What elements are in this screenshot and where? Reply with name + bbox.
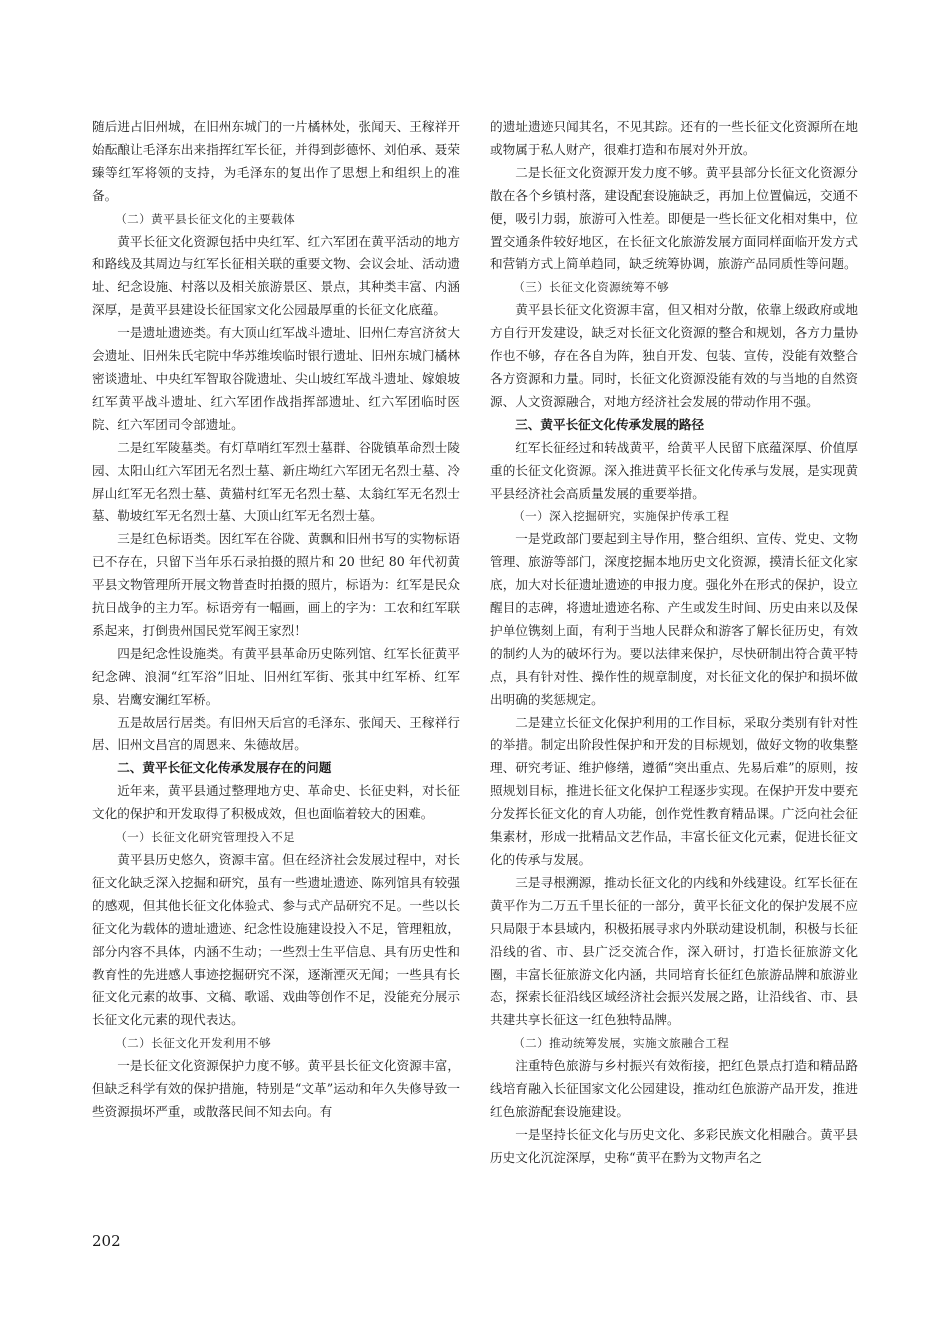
- paragraph: 红军长征经过和转战黄平，给黄平人民留下底蕴深厚、价值厚重的长征文化资源。深入推进黄平长征文化传承与发展，是实现黄平县经济社会高质量发展的重要举措。: [490, 439, 858, 501]
- subsection-heading: （二）黄平县长征文化的主要载体: [115, 211, 296, 226]
- section-heading: 三、黄平长征文化传承发展的路径: [515, 416, 705, 432]
- paragraph: 二是长征文化资源开发力度不够。黄平县部分长征文化资源分散在各个乡镇村落，建设配套设施缺乏，再加上位置偏远，交通不便，吸引力弱，旅游可入性差。即便是一些长征文化相对集中，位置交通条件较好地区，在长征文化旅游发展方面同样面临开发方式和营销方式上简单趋同，缺乏统筹协调，旅游产品同质性等问题。: [490, 164, 858, 272]
- section-heading: 二、黄平长征文化传承发展存在的问题: [117, 760, 332, 776]
- paragraph: 一是坚持长征文化与历史文化、多彩民族文化相融合。黄平县历史文化沉淀深厚，史称“黄平在黔为文物声名之: [490, 1126, 858, 1165]
- paragraph: 黄平县历史悠久，资源丰富。但在经济社会发展过程中，对长征文化缺乏深入挖掘和研究，虽有一些遗址遗迹、陈列馆具有较强的感观，但其他长征文化体验式、参与式产品研究不足。一些以长征文化为载体的遗址遗迹、纪念性设施建设投入不足，管理粗放，部分内容不具体，内涵不生动；一些烈士生平信息、具有历史性和教育性的先进感人事迹挖掘研究不深，逐渐湮灭无闻；一些具有长征文化元素的故事、文稿、歌谣、戏曲等创作不足，没能充分展示长征文化元素的现代表达。: [92, 852, 460, 1028]
- paragraph: 随后进占旧州城，在旧州东城门的一片橘林处，张闻天、王稼祥开始酝酿让毛泽东出来指挥红军长征，并得到彭德怀、刘伯承、聂荣臻等红军将领的支持，为毛泽东的复出作了思想上和组织上的准备。: [92, 119, 460, 203]
- paragraph: 黄平县长征文化资源丰富，但又相对分散，依靠上级政府或地方自行开发建设，缺乏对长征文化资源的整合和规划，各方力量协作也不够，存在各自为阵，独自开发、包装、宣传，没能有效整合各方资源和力量。同时，长征文化资源没能有效的与当地的自然资源、人文资源融合，对地方经济社会发展的带动作用不强。: [490, 302, 858, 409]
- paragraph: 三是寻根溯源，推动长征文化的内线和外线建设。红军长征在黄平作为二万五千里长征的一部分，黄平长征文化的保护发展不应只局限于本县域内，积极拓展寻求内外联动建设机制，积极与长征沿线的省、市、县广泛交流合作，深入研讨，打造长征旅游文化圈，丰富长征旅游文化内涵，共同培育长征红色旅游品牌和旅游业态，探索长征沿线区域经济社会振兴发展之路，让沿线省、市、县共建共享长征这一红色独特品牌。: [490, 874, 858, 1028]
- page-number: 202: [92, 1232, 121, 1250]
- subsection-heading: （三）长征文化资源统筹不够: [513, 280, 670, 295]
- subsection-heading: （二）推动统筹发展，实施文旅融合工程: [513, 1036, 730, 1051]
- paragraph: 近年来，黄平县通过整理地方史、革命史、长征史料，对长征文化的保护和开发取得了积极成效，但也面临着较大的困难。: [92, 783, 460, 822]
- paragraph: 的遗址遗迹只闻其名，不见其踪。还有的一些长征文化资源所在地或物属于私人财产，很难打造和布展对外开放。: [490, 119, 858, 157]
- subsection-heading: （一）深入挖掘研究，实施保护传承工程: [513, 509, 730, 524]
- paragraph: 黄平长征文化资源包括中央红军、红六军团在黄平活动的地方和路线及其周边与红军长征相关联的重要文物、会议会址、活动遗址、纪念设施、村落以及相关旅游景区、景点，其种类丰富、内涵深厚，是黄平县建设长征国家文化公园最厚重的长征文化底蕴。: [92, 233, 460, 318]
- right-column: [490, 116, 858, 1170]
- paragraph: 一是遗址遗迹类。有大顶山红军战斗遗址、旧州仁寿宫济贫大会遗址、旧州朱氏宅院中华苏维埃临时银行遗址、旧州东城门橘林密谈遗址、中央红军智取谷陇遗址、尖山坡红军战斗遗址、嫁娘坡红军黄平战斗遗址、红六军团作战指挥部遗址、红六军团临时医院、红六军团司令部遗址。: [92, 325, 460, 432]
- subsection-heading: （二）长征文化开发利用不够: [115, 1036, 272, 1051]
- paragraph: 二是建立长征文化保护利用的工作目标，采取分类别有针对性的举措。制定出阶段性保护和开发的目标规划，做好文物的收集整理、研究考证、维护修缮，遵循“突出重点、先易后难”的原则，按照规划目标，推进长征文化保护工程逐步实现。在保护开发中要充分发挥长征文化的育人功能，创作党性教育精品课。广泛向社会征集素材，形成一批精品文艺作品，丰富长征文化元素，促进长征文化的传承与发展。: [490, 714, 858, 867]
- paragraph: 三是红色标语类。因红军在谷陇、黄飘和旧州书写的实物标语已不存在，只留下当年乐石录拍摄的照片和 20 世纪 80 年代初黄平县文物管理所开展文物普查时拍摄的照片，标语为：红军是民众抗日战争的主力军。标语旁有一幅画，画上的字为：工农和红军联系起来，打倒贵州国民党军阀王家烈！: [92, 531, 460, 638]
- paragraph: 注重特色旅游与乡村振兴有效衔接，把红色景点打造和精品路线培育融入长征国家文化公园建设，推动红色旅游产品开发，推进红色旅游配套设施建设。: [490, 1058, 858, 1119]
- paragraph: 四是纪念性设施类。有黄平县革命历史陈列馆、红军长征黄平纪念碑、浪洞“红军浴”旧址、旧州红军街、张其中红军桥、红军泉、岩鹰安澜红军桥。: [92, 645, 460, 707]
- left-column: [92, 116, 460, 1124]
- subsection-heading: （一）长征文化研究管理投入不足: [115, 830, 296, 845]
- paragraph: 一是长征文化资源保护力度不够。黄平县长征文化资源丰富，但缺乏科学有效的保护措施，特别是“文革”运动和年久失修导致一些资源损坏严重，或散落民间不知去向。有: [92, 1058, 460, 1119]
- paragraph: 一是党政部门要起到主导作用，整合组织、宣传、党史、文物管理、旅游等部门，深度挖掘本地历史文化资源，摸清长征文化家底，加大对长征遗址遗迹的申报力度。强化外在形式的保护，设立醒目的志碑，将遗址遗迹名称、产生或发生时间、历史由来以及保护单位镌刻上面，有利于当地人民群众和游客了解长征历史，有效的制约人为的破坏行为。要以法律来保护，尽快研制出符合黄平特点，具有针对性、操作性的规章制度，对长征文化的保护和损坏做出明确的奖惩规定。: [490, 531, 858, 707]
- paragraph: 二是红军陵墓类。有灯草哨红军烈士墓群、谷陇镇革命烈士陵园、太阳山红六军团无名烈士墓、新庄坳红六军团无名烈士墓、冷屏山红军无名烈士墓、黄猫村红军无名烈士墓、太翁红军无名烈士墓、勒坡红军无名烈士墓、大顶山红军无名烈士墓。: [92, 439, 460, 524]
- paragraph: 五是故居行居类。有旧州天后宫的毛泽东、张闻天、王稼祥行居、旧州文昌宫的周恩来、朱德故居。: [92, 714, 460, 753]
